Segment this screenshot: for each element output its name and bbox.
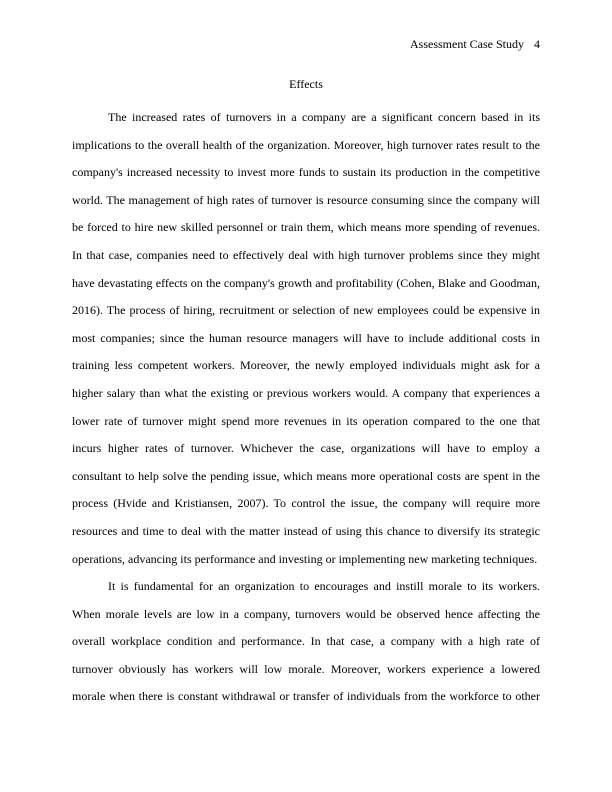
paragraph-line: company's increased necessity to invest more funds to sustain its production in the competitive	[72, 165, 540, 180]
paragraph-line: lower rate of turnover might spend more revenues in its operation compared to the one that	[72, 413, 540, 428]
paragraph	[72, 573, 540, 711]
paragraph-line: The increased rates of turnovers in a company are a significant concern based in its	[108, 110, 540, 124]
paragraph-line: most companies; since the human resource managers will have to include additional costs in	[72, 330, 540, 345]
paragraph-line: operations, advancing its performance and investing or implementing new marketing techniques.	[72, 551, 538, 566]
paragraph-line: higher salary than what the existing or previous workers would. A company that experiences a	[72, 385, 540, 400]
page-number: 4	[534, 37, 540, 51]
paragraph-line: It is fundamental for an organization to encourages and instill morale to its workers.	[108, 579, 540, 594]
paragraph-line: training less competent workers. Moreover, the newly employed individuals might ask for a	[72, 358, 540, 373]
paragraph-line: consultant to help solve the pending issue, which means more operational costs are spent in the	[72, 468, 540, 483]
paragraph-line: world. The management of high rates of turnover is resource consuming since the company will	[72, 192, 540, 207]
paragraph-line: be forced to hire new skilled personnel or train them, which means more spending of revenues.	[72, 220, 540, 235]
running-head-title: Assessment Case Study	[410, 37, 524, 51]
paragraph-line: resources and time to deal with the matter instead of using this chance to diversify its strategic	[72, 523, 540, 538]
paragraph-line: overall workplace condition and performance. In that case, a company with a high rate of	[72, 634, 540, 649]
paragraph-line: incurs higher rates of turnover. Whichever the case, organizations will have to employ a	[72, 441, 540, 456]
paragraph-line: In that case, companies need to effectively deal with high turnover problems since they might	[72, 247, 540, 262]
body-text	[72, 76, 540, 711]
running-head	[410, 36, 540, 52]
paragraph-line: have devastating effects on the company's growth and profitability (Cohen, Blake and Goodman,	[72, 275, 540, 290]
paragraph-line: When morale levels are low in a company, turnovers would be observed hence affecting the	[72, 606, 540, 621]
paragraph-line: 2016). The process of hiring, recruitment or selection of new employees could be expensive in	[72, 303, 540, 318]
paragraph-line: turnover obviously has workers will low morale. Moreover, workers experience a lowered	[72, 661, 540, 676]
section-heading: Effects	[289, 77, 323, 91]
paragraph-line: morale when there is constant withdrawal or transfer of individuals from the workforce to other	[72, 689, 540, 704]
paragraph-line: implications to the overall health of the organization. Moreover, high turnover rates result to the	[72, 137, 540, 152]
paragraph-container	[72, 104, 540, 711]
paragraph-line: process (Hvide and Kristiansen, 2007). To control the issue, the company will require more	[72, 496, 540, 511]
paragraph	[72, 104, 540, 573]
